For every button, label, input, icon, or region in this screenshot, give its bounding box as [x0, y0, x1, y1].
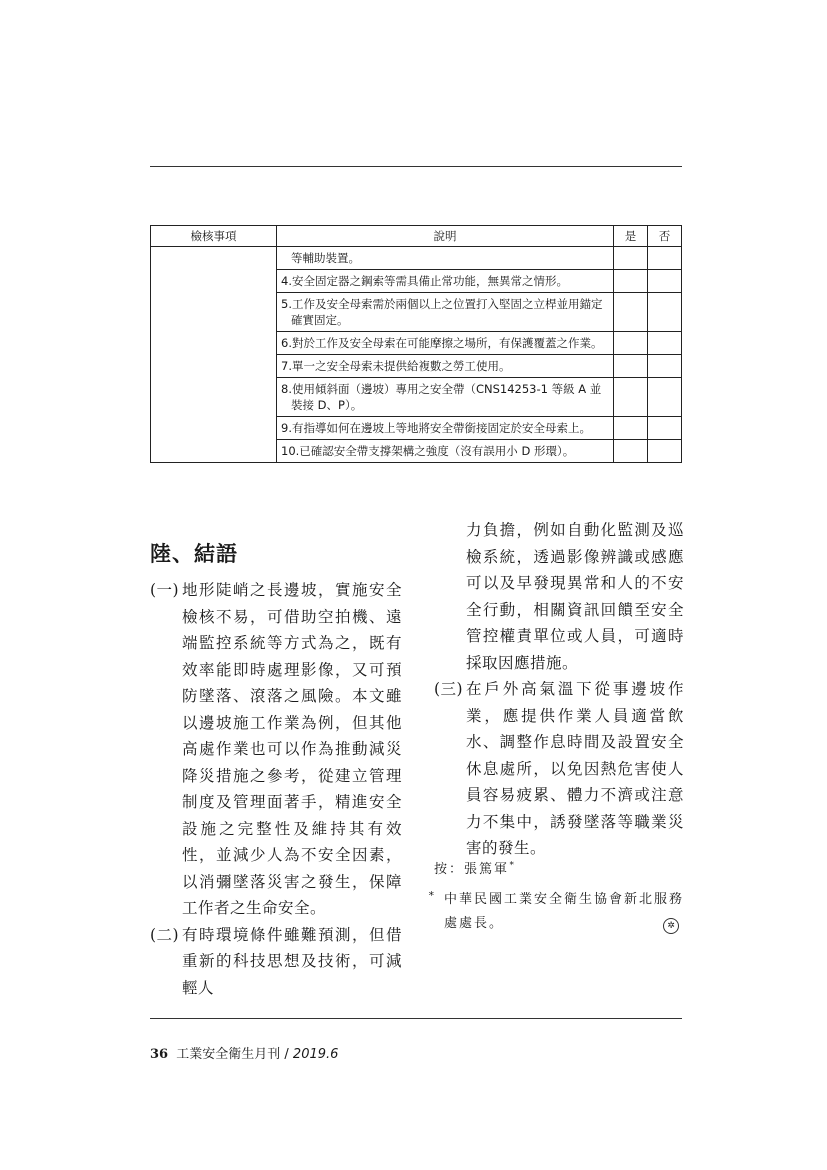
- page-footer: [150, 1043, 338, 1062]
- table-header-row: [151, 226, 682, 247]
- affiliation-text: 中華民國工業安全衛生協會新北服務處處長。: [444, 892, 685, 931]
- no-cell[interactable]: [648, 355, 682, 378]
- item-marker: (二): [150, 925, 180, 944]
- affiliation-footnote-star: *: [428, 889, 437, 902]
- conclusion-item-2: [150, 922, 402, 1002]
- yes-cell[interactable]: [614, 332, 648, 355]
- item-marker: (三): [434, 680, 464, 698]
- section-title: 陸、結語: [150, 542, 238, 566]
- item-text: 地形陡峭之長邊坡，實施安全檢核不易，可借助空拍機、遠端監控系統等方式為之，既有效率能即時處理影像，又可預防墜落、滾落之風險。本文雖以邊坡施工作業為例，但其他高處作業也可以作為推動減災降災措施之參考，從建立管理制度及管理面著手，精進安全設施之完整性及維持其有效性，並減少人為不安全因素，以消彌墜落災害之發生，保障工作者之生命安全。: [182, 581, 402, 917]
- description-cell: 10.已確認安全帶支撐架構之強度（沒有誤用小 D 形環）。: [277, 440, 614, 463]
- no-cell[interactable]: [648, 247, 682, 270]
- no-cell[interactable]: [648, 293, 682, 332]
- publication-name: 工業安全衛生月刊: [176, 1047, 281, 1062]
- item-marker: (一): [150, 581, 180, 599]
- yes-cell[interactable]: [614, 355, 648, 378]
- yes-cell[interactable]: [614, 247, 648, 270]
- footer-separator: /: [284, 1047, 289, 1062]
- page-number: 36: [150, 1047, 169, 1062]
- header-check-item: 檢核事項: [151, 226, 277, 247]
- no-cell[interactable]: [648, 440, 682, 463]
- yes-cell[interactable]: [614, 270, 648, 293]
- description-cell: 6.對於工作及安全母索在可能摩擦之場所，有保護覆蓋之作業。: [277, 332, 614, 355]
- footer-rule: [150, 1018, 682, 1019]
- check-item-cell: [151, 247, 277, 463]
- left-column: [150, 577, 402, 1001]
- conclusion-item-1: [150, 577, 402, 922]
- description-cell: 等輔助裝置。: [277, 247, 614, 270]
- no-cell[interactable]: [648, 332, 682, 355]
- conclusion-item-3: [434, 676, 684, 862]
- description-cell: 5.工作及安全母索需於兩個以上之位置打入堅固之立桿並用錨定確實固定。: [277, 293, 614, 332]
- author-footnote-star: *: [509, 860, 517, 871]
- no-cell[interactable]: [648, 270, 682, 293]
- no-cell[interactable]: [648, 378, 682, 417]
- yes-cell[interactable]: [614, 293, 648, 332]
- yes-cell[interactable]: [614, 417, 648, 440]
- item-2-continued: 力負擔，例如自動化監測及巡檢系統，透過影像辨識或感應可以及早發現異常和人的不安全行動，相關資訊回饋至安全管控權責單位或人員，可適時採取因應措施。: [466, 521, 684, 672]
- issue-date: 2019.6: [292, 1047, 339, 1062]
- description-cell: 4.安全固定器之鋼索等需具備止常功能，無異常之情形。: [277, 270, 614, 293]
- author-note: [434, 858, 516, 877]
- no-cell[interactable]: [648, 417, 682, 440]
- table-row: [151, 247, 682, 270]
- author-text: 按：張篤軍: [434, 862, 510, 877]
- header-rule: [150, 166, 682, 167]
- right-column: [434, 517, 684, 862]
- yes-cell[interactable]: [614, 378, 648, 417]
- end-mark-icon: ✲: [663, 918, 679, 934]
- description-cell: 8.使用傾斜面（邊坡）專用之安全帶（CNS14253-1 等級 A 並裝接 D、P）。: [277, 378, 614, 417]
- affiliation-note: [428, 888, 694, 936]
- inspection-checklist-table: [150, 225, 682, 463]
- header-no: 否: [648, 226, 682, 247]
- item-text: 有時環境條件雖難預測，但借重新的科技思想及技術，可減輕人: [182, 925, 402, 997]
- header-yes: 是: [614, 226, 648, 247]
- description-cell: 7.單一之安全母索未提供給複數之勞工使用。: [277, 355, 614, 378]
- header-description: 說明: [277, 226, 614, 247]
- yes-cell[interactable]: [614, 440, 648, 463]
- description-cell: 9.有指導如何在邊坡上等地將安全帶銜接固定於安全母索上。: [277, 417, 614, 440]
- item-text: 在戶外高氣溫下從事邊坡作業，應提供作業人員適當飲水、調整作息時間及設置安全休息處所，以免因熱危害使人員容易疲累、體力不濟或注意力不集中，誘發墜落等職業災害的發生。: [466, 680, 684, 857]
